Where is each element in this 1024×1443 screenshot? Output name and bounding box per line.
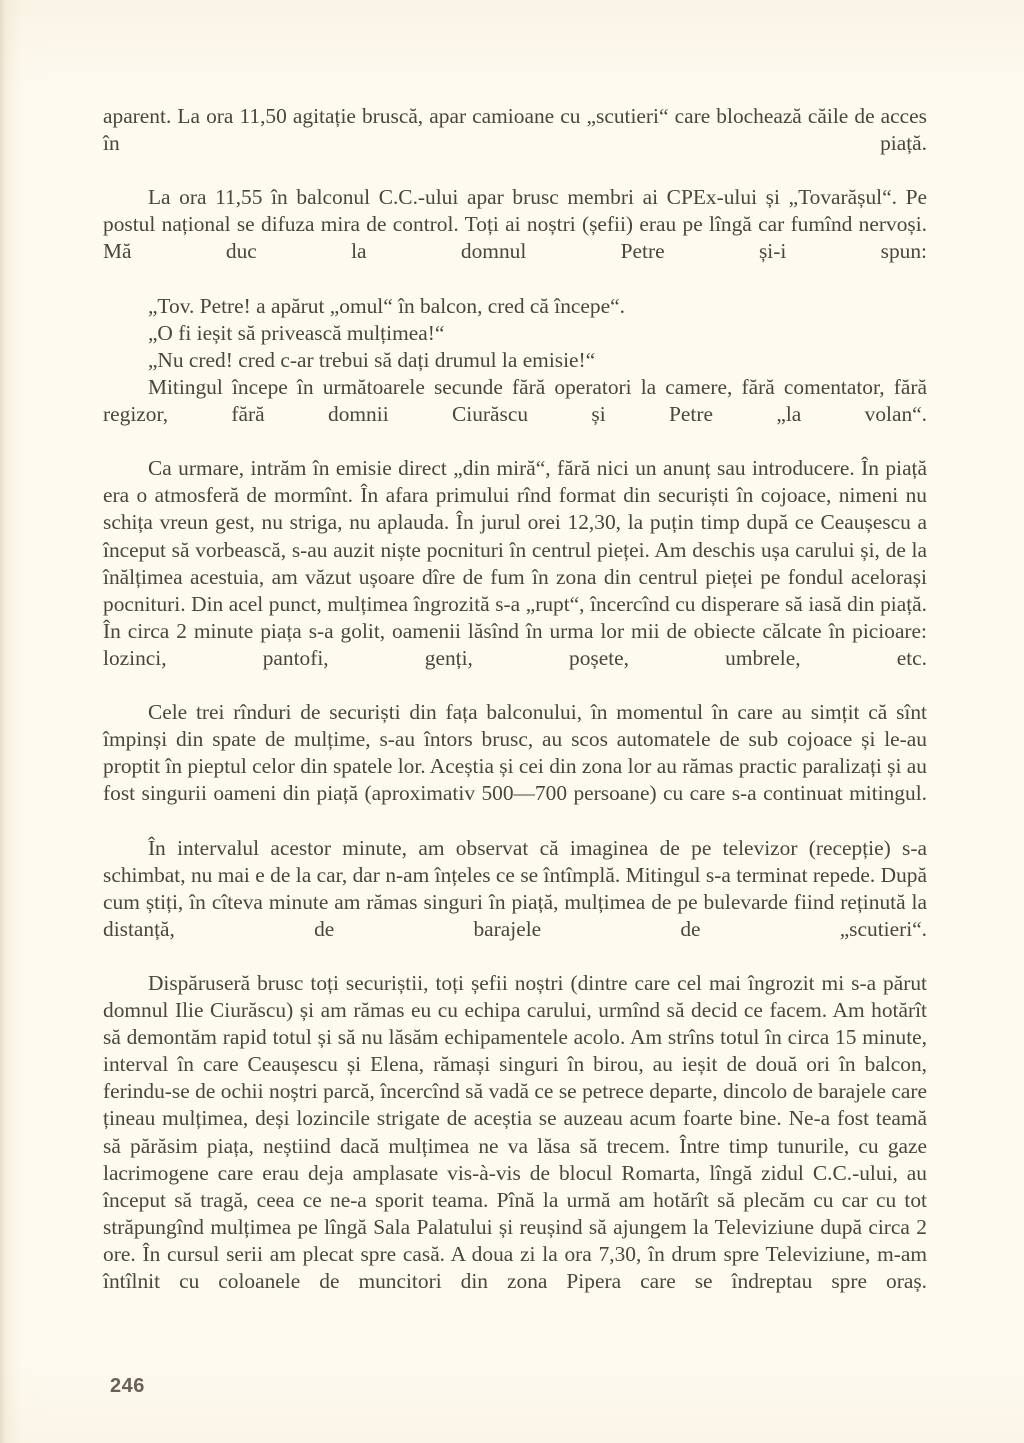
page-number: 246 (110, 1375, 145, 1397)
dialogue-line: „Nu cred! cred c-ar trebui să dați drumul la emisie!“ (147, 347, 596, 372)
paragraph: La ora 11,55 în balconul C.C.-ului apar brusc membri ai CPEx-ului și „Tovarășul“. Pe postul național se difuza mira de control. Toți ai noștri (șefii) erau pe lîngă car fumînd nervoși. Mă duc la domnul Petre și-i spun: (103, 185, 927, 264)
paragraph: Cele trei rînduri de securiști din fața balconului, în momentul în care au simțit că sînt împinși din spate de mulțime, s-au întors brusc, au scos automatele de sub cojoace și le-au proptit în pieptul celor din spatele lor. Aceștia și cei din zona lor au rămas practic paralizați și au fost singurii oameni din piață (aproximativ 500—700 persoane) cu care s-a continuat mitingul. (103, 700, 927, 806)
paragraph: Ca urmare, intrăm în emisie direct „din miră“, fără nici un anunț sau introducere. În piață era o atmosferă de mormînt. În afara primului rînd format din securiști în cojoace, nimeni nu schița vreun gest, nu striga, nu aplauda. În jurul orei 12,30, la puțin timp după ce Ceaușescu a început să vorbească, s-au auzit niște pocnituri în centrul pieței. Am deschis ușa carului și, de la înălțimea acestuia, am văzut ușoare dîre de fum în zona din centrul pieței pe fondul acelorași pocnituri. Din acel punct, mulțimea îngrozită s-a „rupt“, încercînd cu disperare să iasă din piață. În circa 2 minute piața s-a golit, oamenii lăsînd în urma lor mii de obiecte călcate în picioare: lozinci, pantofi, genți, poșete, umbrele, etc. (103, 456, 927, 670)
page-text-body (103, 103, 927, 1322)
paragraph: În intervalul acestor minute, am observat că imaginea de pe televizor (recepție) s-a schimbat, nu mai e de la car, dar n-am înțeles ce se întîmplă. Mitingul s-a terminat repede. După cum știți, în cîteva minute am rămas singuri în piață, mulțimea de pe bulevarde fiind reținută la distanță, de barajele de „scutieri“. (103, 835, 927, 941)
paragraph: aparent. La ora 11,50 agitație bruscă, apar camioane cu „scutieri“ care blochează căile de acces în piață. (103, 104, 927, 156)
dialogue-line: „Tov. Petre! a apărut „omul“ în balcon, cred că începe“. (147, 293, 625, 318)
dialogue-line: „O fi ieșit să privească mulțimea!“ (147, 320, 445, 345)
paragraph: Dispăruseră brusc toți securiștii, toți șefii noștri (dintre care cel mai îngrozit mi s-a părut domnul Ilie Ciurăscu) și am rămas eu cu echipa carului, urmînd să decid ce facem. Am hotărît să demontăm rapid totul și să nu lăsăm echipamentele acolo. Am strîns totul în circa 15 minute, interval în care Ceaușescu și Elena, rămași singuri în birou, au ieșit de două ori în balcon, ferindu-se de ochii noștri parcă, încercînd să vadă ce se petrece departe, dincolo de barajele care țineau mulțimea, deși lozincile strigate de aceștia se auzeau acum foarte bine. Ne-a fost teamă să părăsim piața, neștiind dacă mulțimea ne va lăsa să trecem. Între timp tunurile, cu gaze lacrimogene care erau deja amplasate vis-à-vis de blocul Romarta, lîngă zidul C.C.-ului, au început să tragă, ceea ce ne-a sporit teama. Pînă la urmă am hotărît să plecăm cu car cu tot străpungînd mulțimea pe lîngă Sala Palatului și reușind să ajungem la Televiziune după circa 2 ore. În cursul serii am plecat spre casă. A doua zi la ora 7,30, în drum spre Televiziune, m-am întîlnit cu coloanele de muncitori din zona Pipera care se îndreptau spre oraș. (103, 971, 927, 1294)
paragraph: Mitingul începe în următoarele secunde fără operatori la camere, fără comentator, fără regizor, fără domnii Ciurăscu și Petre „la volan“. (103, 374, 927, 427)
